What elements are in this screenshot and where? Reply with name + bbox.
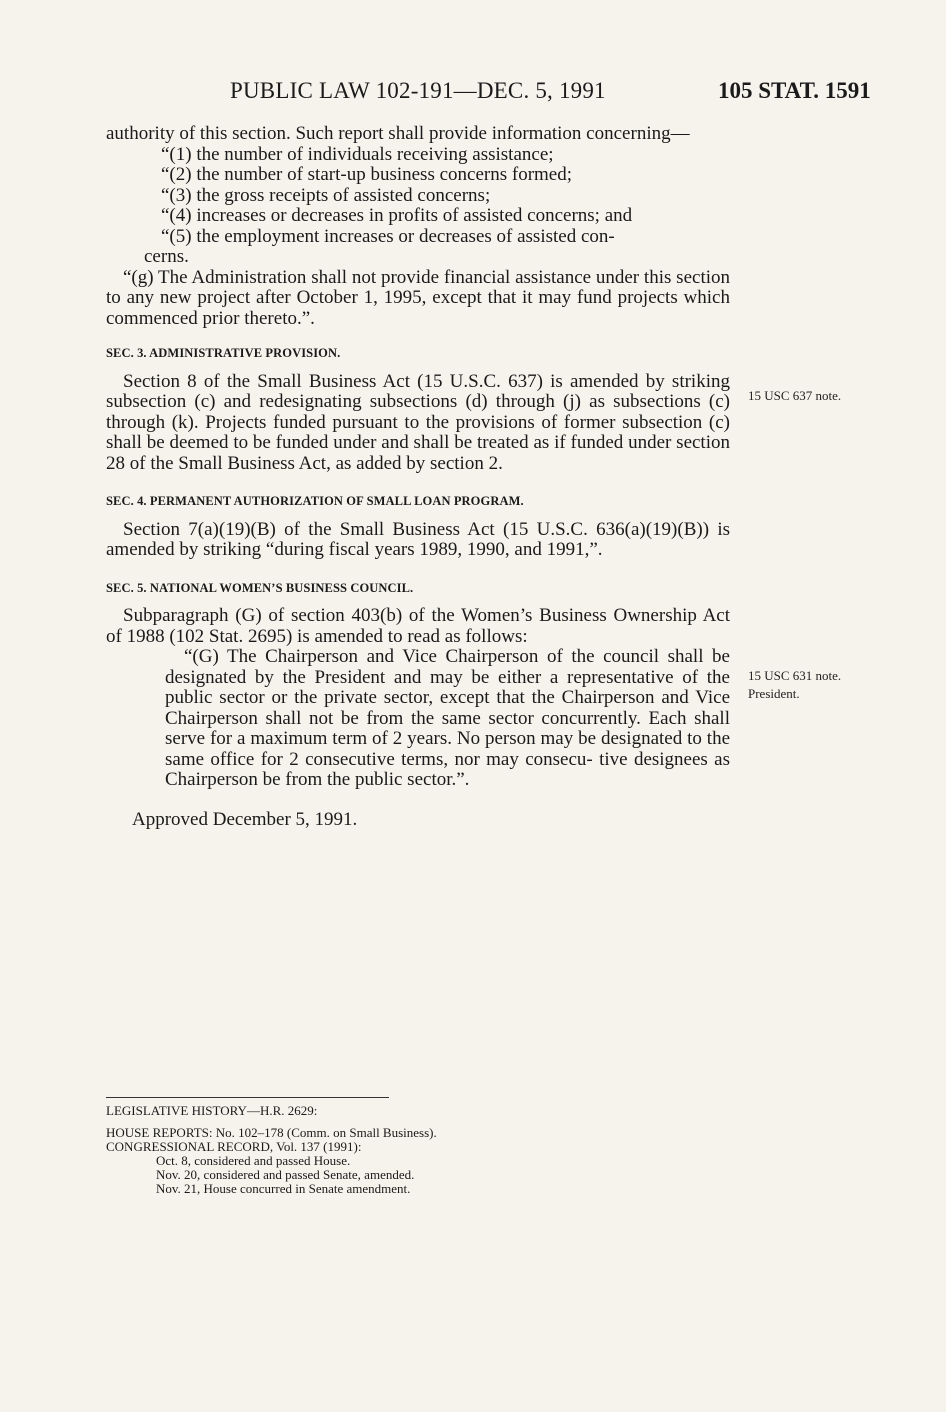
page-header-title: PUBLIC LAW 102-191—DEC. 5, 1991 (230, 78, 606, 103)
history-divider (106, 1097, 389, 1098)
continuation-intro: authority of this section. Such report shall provide information concerning— (106, 123, 690, 144)
history-cong-record: CONGRESSIONAL RECORD, Vol. 137 (1991): (106, 1139, 362, 1154)
sec5-text: Subparagraph (G) of section 403(b) of the Women’s Business Ownership Act of 1988 (102 Stat. 2695) is amended to read as follows: (106, 605, 730, 647)
sec4-heading: SEC. 4. PERMANENT AUTHORIZATION OF SMALL LOAN PROGRAM. (106, 494, 524, 508)
sec5-quote-block (106, 647, 730, 791)
margin-note-sec5-usc: 15 USC 631 note. (748, 668, 842, 683)
list-item-1: “(1) the number of individuals receiving assistance; (161, 143, 554, 165)
list-item-4: “(4) increases or decreases in profits of assisted concerns; and (161, 205, 633, 226)
sec4-text: Section 7(a)(19)(B) of the Small Business Act (15 U.S.C. 636(a)(19)(B)) is amended by striking “during fiscal years 1989, 1990, and 1991,”. (106, 518, 730, 560)
history-house-reports: HOUSE REPORTS: No. 102–178 (Comm. on Small Business). (106, 1125, 437, 1140)
history-entry: Oct. 8, considered and passed House. (156, 1153, 351, 1168)
sec3-heading: SEC. 3. ADMINISTRATIVE PROVISION. (106, 346, 341, 360)
body-column (106, 124, 730, 830)
list-item-5: “(5) the employment increases or decreases of assisted con- (161, 225, 615, 247)
margin-note-sec3: 15 USC 637 note. (748, 388, 842, 403)
list-item-3: “(3) the gross receipts of assisted concerns; (161, 184, 491, 206)
subsection-g: “(g) The Administration shall not provide financial assistance under this section to any new project after October 1, 1995, except that it may fund projects which commenced prior thereto.”. (106, 266, 730, 329)
page-header-stat: 105 STAT. 1591 (718, 78, 871, 103)
sec5-quote: “(G) The Chairperson and Vice Chairperson of the council shall be designated by the President and may be either a representative of the public sector or the private sector, except that the Chairperson and Vice Chairperson shall not be from the same sector concurrently. Each shall serve for a maximum term of 2 years. No person may be designated to the same office for 2 consecutive terms, nor may consecu- tive designees as Chairperson be from the public sector.”. (165, 646, 730, 790)
approved-date: Approved December 5, 1991. (132, 808, 358, 830)
sec5-heading: SEC. 5. NATIONAL WOMEN’S BUSINESS COUNCIL. (106, 580, 414, 595)
legislative-history (106, 1104, 706, 1196)
history-entry: Nov. 21, House concurred in Senate amendment. (156, 1181, 411, 1196)
history-title: LEGISLATIVE HISTORY—H.R. 2629: (106, 1103, 318, 1118)
list-item-5-tail: cerns. (144, 246, 189, 267)
sec3-text: Section 8 of the Small Business Act (15 U.S.C. 637) is amended by striking subsection (c) and redesignating subsections (d) through (j) as subsections (c) through (k). Projects funded pursuant to the provisions of former subsection (c) shall be deemed to be funded under and shall be treated as if funded under section 28 of the Small Business Act, as added by section 2. (106, 370, 730, 474)
history-entry: Nov. 20, considered and passed Senate, amended. (156, 1167, 415, 1182)
list-item-2: “(2) the number of start-up business concerns formed; (161, 164, 573, 185)
margin-note-sec5-president: President. (748, 686, 800, 701)
